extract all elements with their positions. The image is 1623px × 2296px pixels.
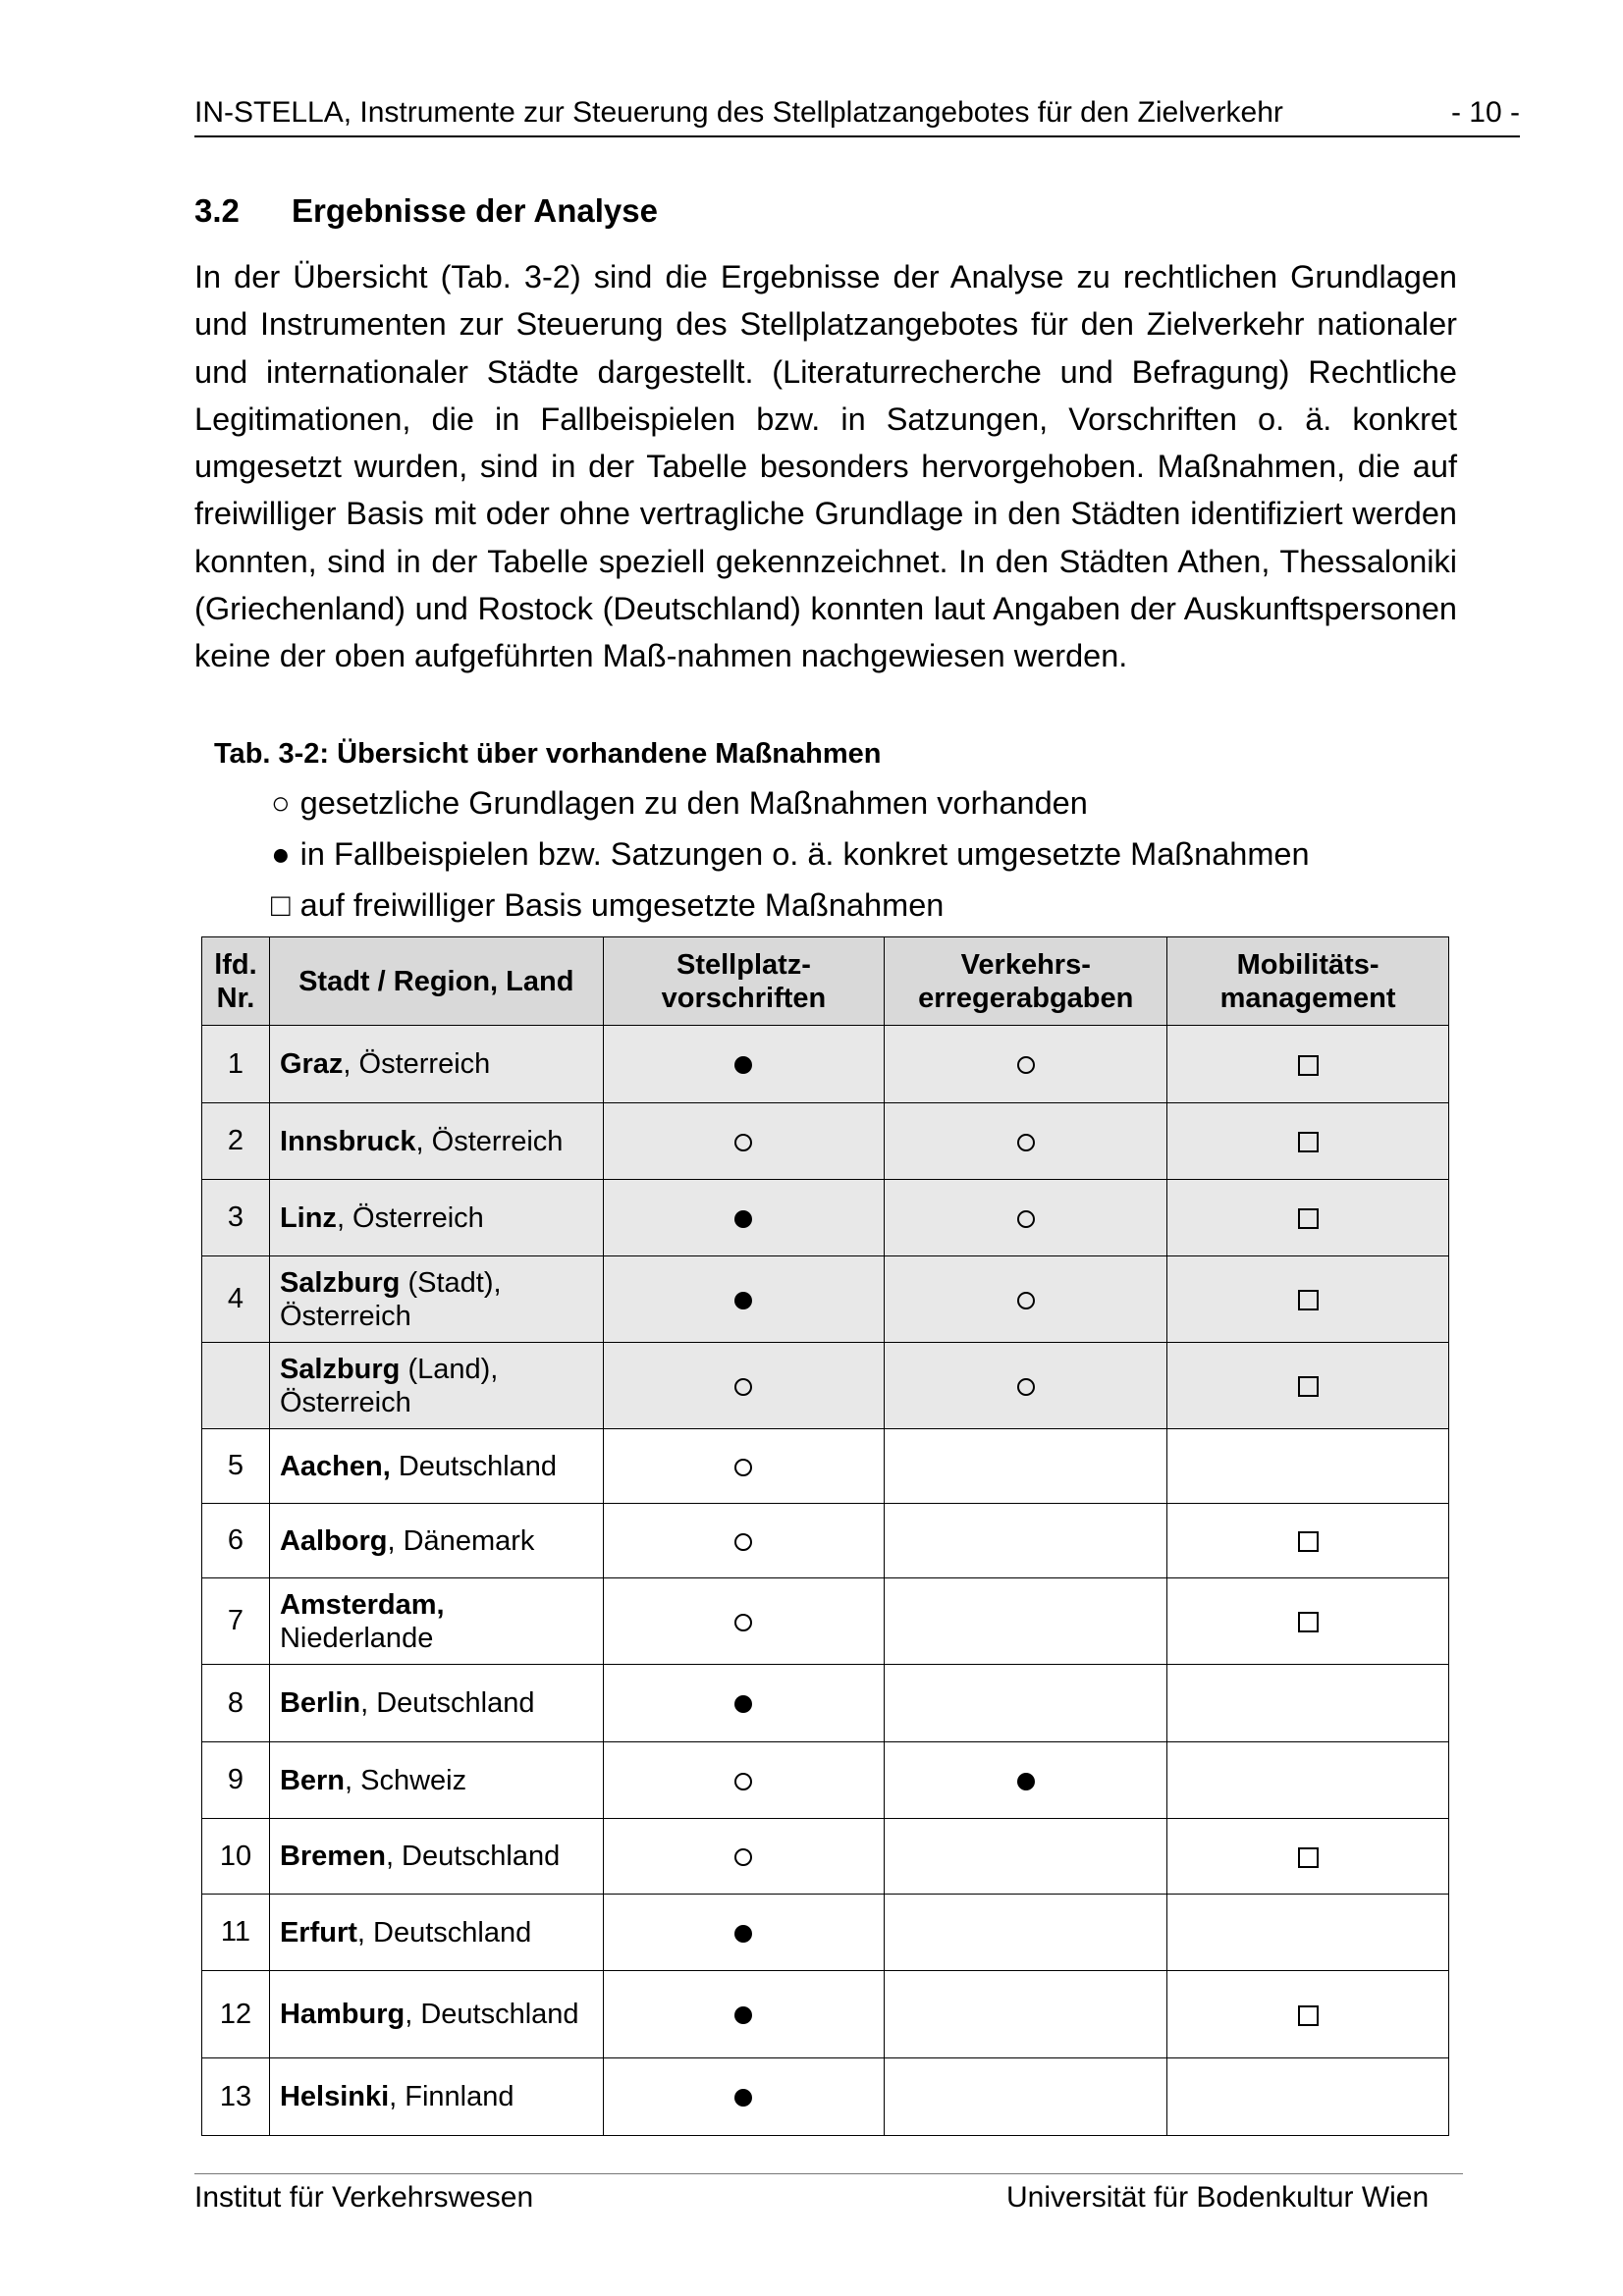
header-traffic-levies: Verkehrs- erregerabgaben [885,937,1167,1026]
table-row [202,1895,1449,1971]
mark-cell-c1 [603,1429,885,1504]
mark-cell-c2 [885,1742,1167,1819]
square-icon: □ [271,887,291,923]
row-number: 9 [202,1742,270,1819]
header-parking-rules: Stellplatz- vorschriften [603,937,885,1026]
header-city: Stadt / Region, Land [269,937,603,1026]
row-number: 13 [202,2058,270,2136]
mark-cell-c3 [1167,1504,1449,1578]
square-icon [1298,1376,1319,1397]
city-cell [269,1256,603,1343]
mark-cell-c1 [603,1665,885,1742]
header-nr: lfd. Nr. [202,937,270,1026]
legend-item-legal-basis [271,785,1088,822]
table-row [202,1504,1449,1578]
filled-circle-icon [734,2006,752,2024]
mark-cell-c3 [1167,2058,1449,2136]
mark-cell-c1 [603,1504,885,1578]
table-row [202,2058,1449,2136]
open-circle-icon: ○ [271,785,291,821]
mark-cell-c1 [603,2058,885,2136]
city-region: (Land), Österreich [279,1353,499,1418]
section-title: Ergebnisse der Analyse [292,192,658,229]
city-cell [269,2058,603,2136]
city-name: Graz [279,1048,344,1080]
city-cell [269,1343,603,1429]
mark-cell-c3 [1167,1256,1449,1343]
square-icon [1298,2005,1319,2026]
table-caption: Tab. 3-2: Übersicht über vorhandene Maßnahmen [214,738,882,770]
mark-cell-c3 [1167,1665,1449,1742]
city-region: (Stadt), Österreich [279,1266,502,1332]
open-circle-icon [734,1459,752,1476]
city-region: , Deutschland [356,1916,532,1949]
mark-cell-c3 [1167,1742,1449,1819]
city-cell [269,1895,603,1971]
page-number: - 10 - [1450,96,1520,129]
mark-cell-c2 [885,1578,1167,1665]
square-icon [1298,1612,1319,1632]
header-title: IN-STELLA, Instrumente zur Steuerung des Stellplatzangebotes für den Zielverkehr [194,96,1283,129]
square-icon [1298,1055,1319,1076]
body-paragraph: In der Übersicht (Tab. 3-2) sind die Ergebnisse der Analyse zu rechtlichen Grundlagen und Instrumenten zur Steuerung des Stellplatzangebotes für den Zielverkehr nationaler und internationaler Städte dargestellt. (Literaturrecherche und Befragung) Rechtliche Legitimationen, die in Fallbeispielen bzw. in Satzungen, Vorschriften o. ä. konkret umgesetzt wurden, sind in der Tabelle besonders hervorgehoben. Maßnahmen, die auf freiwilliger Basis mit oder ohne vertragliche Grundlage in den Städten identifiziert werden konnten, sind in der Tabelle speziell gekennzeichnet. In den Städten Athen, Thessaloniki (Griechenland) und Rostock (Deutschland) konnten laut Angaben der Auskunftspersonen keine der oben aufgeführten Maß-nahmen nachgewiesen werden. [194,259,1457,674]
mark-cell-c3 [1167,1895,1449,1971]
mark-cell-c2 [885,1256,1167,1343]
square-icon [1298,1847,1319,1868]
city-region: , Deutschland [385,1841,561,1872]
table-row [202,1819,1449,1895]
legend-item-voluntary [271,887,944,924]
city-cell [269,1180,603,1256]
city-cell [269,1819,603,1895]
mark-cell-c2 [885,1343,1167,1429]
filled-circle-icon [734,1210,752,1228]
table-row [202,1026,1449,1103]
table-row [202,1343,1449,1429]
mark-cell-c3 [1167,1103,1449,1180]
city-region: , Schweiz [345,1764,467,1796]
city-name: Helsinki [279,2081,390,2112]
mark-cell-c1 [603,1578,885,1665]
city-name: Erfurt [279,1916,357,1949]
table-row [202,1103,1449,1180]
section-heading [194,192,658,230]
row-number: 10 [202,1819,270,1895]
table-row [202,1665,1449,1742]
table-row [202,1971,1449,2058]
mark-cell-c1 [603,1971,885,2058]
row-number: 11 [202,1895,270,1971]
city-name: Innsbruck [279,1125,416,1157]
legend-item-implemented [271,836,1310,873]
square-icon [1298,1531,1319,1552]
city-name: Berlin [279,1687,361,1719]
mark-cell-c1 [603,1256,885,1343]
city-region: , Österreich [415,1125,564,1157]
city-cell [269,1742,603,1819]
footer-divider [194,2173,1463,2174]
city-region: Deutschland [390,1450,558,1482]
square-icon [1298,1132,1319,1152]
city-region: , Österreich [343,1048,491,1080]
mark-cell-c1 [603,1742,885,1819]
mark-cell-c2 [885,1971,1167,2058]
measures-table [201,936,1449,2136]
footer-university: Universität für Bodenkultur Wien [1006,2181,1430,2214]
mark-cell-c3 [1167,1026,1449,1103]
legend-text: in Fallbeispielen bzw. Satzungen o. ä. konkret umgesetzte Maßnahmen [299,836,1310,872]
mark-cell-c1 [603,1103,885,1180]
open-circle-icon [1017,1134,1035,1151]
mark-cell-c2 [885,2058,1167,2136]
city-name: Bern [279,1764,346,1796]
row-number: 12 [202,1971,270,2058]
filled-circle-icon [734,1056,752,1074]
row-number: 1 [202,1026,270,1103]
mark-cell-c2 [885,1504,1167,1578]
row-number: 2 [202,1103,270,1180]
city-region: , Österreich [336,1201,484,1234]
mark-cell-c1 [603,1819,885,1895]
city-name: Aalborg [279,1524,388,1557]
open-circle-icon [734,1773,752,1790]
city-region: , Dänemark [387,1524,535,1557]
city-region: , Deutschland [405,1999,579,2030]
mark-cell-c2 [885,1895,1167,1971]
city-cell [269,1665,603,1742]
city-name: Aachen, [279,1450,391,1482]
city-cell [269,1026,603,1103]
table-header-row [202,937,1449,1026]
mark-cell-c1 [603,1180,885,1256]
open-circle-icon [734,1614,752,1631]
row-number: 4 [202,1256,270,1343]
legend-text: gesetzliche Grundlagen zu den Maßnahmen vorhanden [299,785,1088,821]
row-number [202,1343,270,1429]
mark-cell-c1 [603,1895,885,1971]
city-name: Bremen [279,1841,386,1872]
filled-circle-icon [734,2089,752,2107]
header-mobility-management: Mobilitäts- management [1167,937,1449,1026]
mark-cell-c3 [1167,1819,1449,1895]
city-cell [269,1971,603,2058]
mark-cell-c2 [885,1103,1167,1180]
city-cell [269,1578,603,1665]
city-name: Amsterdam, [279,1588,445,1621]
city-name: Salzburg [279,1266,401,1299]
mark-cell-c2 [885,1665,1167,1742]
mark-cell-c2 [885,1180,1167,1256]
city-cell [269,1504,603,1578]
square-icon [1298,1208,1319,1229]
square-icon [1298,1290,1319,1310]
section-number: 3.2 [194,192,240,229]
city-region: , Finnland [389,2081,514,2112]
open-circle-icon [1017,1292,1035,1309]
legend-text: auf freiwilliger Basis umgesetzte Maßnahmen [299,887,945,923]
filled-circle-icon [734,1292,752,1309]
open-circle-icon [1017,1210,1035,1228]
footer-institute: Institut für Verkehrswesen [194,2181,534,2214]
mark-cell-c3 [1167,1343,1449,1429]
city-region: , Deutschland [360,1687,535,1719]
mark-cell-c3 [1167,1180,1449,1256]
open-circle-icon [1017,1378,1035,1396]
mark-cell-c3 [1167,1578,1449,1665]
mark-cell-c1 [603,1026,885,1103]
row-number: 8 [202,1665,270,1742]
table-row [202,1578,1449,1665]
mark-cell-c1 [603,1343,885,1429]
row-number: 6 [202,1504,270,1578]
city-cell [269,1429,603,1504]
filled-circle-icon [1017,1773,1035,1790]
page-header [194,94,1520,137]
open-circle-icon [734,1134,752,1151]
filled-circle-icon [734,1925,752,1943]
city-name: Hamburg [279,1999,406,2030]
row-number: 5 [202,1429,270,1504]
open-circle-icon [1017,1056,1035,1074]
row-number: 7 [202,1578,270,1665]
open-circle-icon [734,1533,752,1551]
mark-cell-c3 [1167,1971,1449,2058]
table-row [202,1429,1449,1504]
mark-cell-c3 [1167,1429,1449,1504]
city-name: Linz [279,1201,337,1234]
city-name: Salzburg [279,1353,401,1385]
mark-cell-c2 [885,1819,1167,1895]
city-region: Niederlande [279,1622,434,1654]
table-row [202,1256,1449,1343]
row-number: 3 [202,1180,270,1256]
open-circle-icon [734,1848,752,1866]
filled-circle-icon: ● [271,836,291,872]
city-cell [269,1103,603,1180]
table-row [202,1180,1449,1256]
mark-cell-c2 [885,1026,1167,1103]
mark-cell-c2 [885,1429,1167,1504]
open-circle-icon [734,1378,752,1396]
table-row [202,1742,1449,1819]
filled-circle-icon [734,1695,752,1713]
